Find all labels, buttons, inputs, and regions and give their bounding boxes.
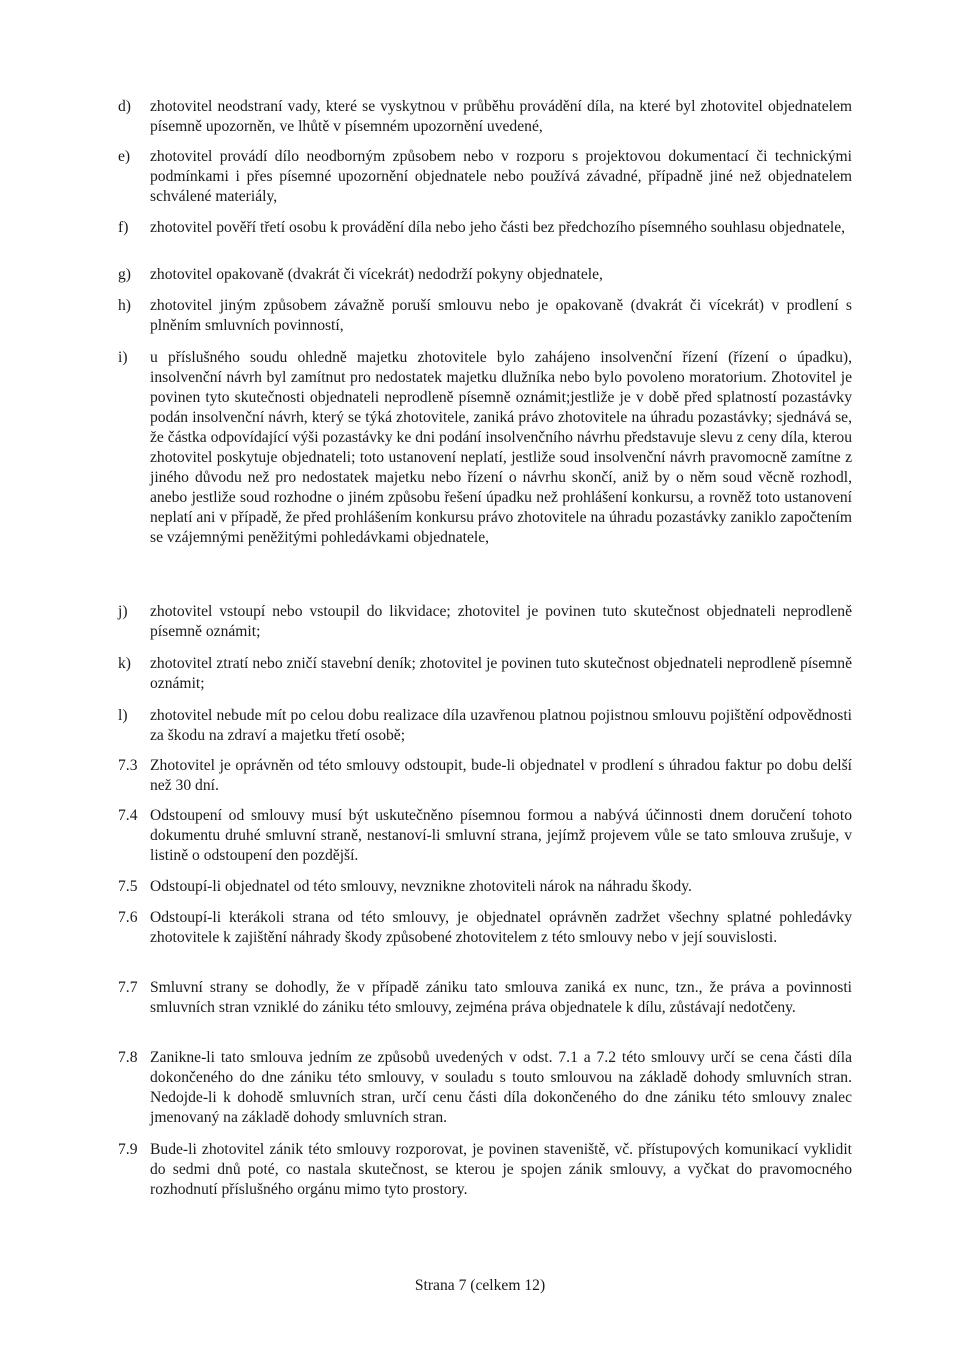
clause-label: e) (118, 148, 131, 165)
clause-label: 7.3 (118, 757, 138, 774)
clause-text: zhotovitel opakovaně (dvakrát či vícekrát) nedodrží pokyny objednatele, (150, 266, 603, 283)
clause-item (118, 348, 852, 548)
clause-label: k) (118, 655, 131, 672)
clause-text: zhotovitel vstoupí nebo vstoupil do likvidace; zhotovitel je povinen tuto skutečnost objednateli neprodleně písemně oznámit; (150, 603, 852, 640)
clause-label: g) (118, 266, 131, 283)
clause-text: Bude-li zhotovitel zánik této smlouvy rozporovat, je povinen staveniště, vč. přístupových komunikací vyklidit do sedmi dnů poté, co nastala skutečnost, se kterou je spojen zánik smlouvy, a vyčkat do pravomocného rozhodnutí příslušného orgánu mimo tyto prostory. (150, 1141, 852, 1198)
clause-label: 7.6 (118, 909, 138, 926)
clause-label: l) (118, 707, 128, 724)
clause-item (118, 978, 852, 1018)
clause-label: 7.7 (118, 979, 138, 996)
clause-item (118, 877, 852, 897)
clause-label: j) (118, 603, 128, 620)
clause-item (118, 706, 852, 746)
clause-text: zhotovitel neodstraní vady, které se vyskytnou v průběhu provádění díla, na které byl zhotovitel objednatelem písemně upozorněn, ve lhůtě v písemném upozornění uvedené, (150, 98, 852, 135)
clause-text: Odstoupí-li kterákoli strana od této smlouvy, je objednatel oprávněn zadržet všechny splatné pohledávky zhotovitele k zajištění náhrady škody způsobené zhotovitelem z této smlouvy nebo v její souvislosti. (150, 909, 852, 946)
clause-item (118, 218, 852, 238)
page-number-footer: Strana 7 (celkem 12) (414, 1277, 546, 1294)
clause-item (118, 908, 852, 948)
clause-text: Zhotovitel je oprávněn od této smlouvy odstoupit, bude-li objednatel v prodlení s úhradou faktur po dobu delší než 30 dní. (150, 757, 852, 794)
clause-item (118, 147, 852, 207)
clause-text: Odstoupí-li objednatel od této smlouvy, nevznikne zhotoviteli nárok na náhradu škody. (150, 878, 692, 895)
clause-label: 7.4 (118, 807, 138, 824)
clause-text: zhotovitel pověří třetí osobu k provádění díla nebo jeho části bez předchozího písemného souhlasu objednatele, (150, 219, 846, 236)
clause-item (118, 296, 852, 336)
clause-text: Odstoupení od smlouvy musí být uskutečněno písemnou formou a nabývá účinnosti dnem doručení tohoto dokumentu druhé smluvní straně, nestanoví-li smluvní strana, jejímž projevem vůle se tato smlouva zrušuje, v listině o odstoupení den pozdější. (150, 807, 852, 864)
clause-label: h) (118, 297, 131, 314)
clause-label: d) (118, 98, 131, 115)
clause-item (118, 1048, 852, 1128)
clause-text: u příslušného soudu ohledně majetku zhotovitele bylo zahájeno insolvenční řízení (řízení o úpadku), insolvenční návrh byl zamítnut pro nedostatek majetku dlužníka nebo bylo povoleno moratorium. Zhotovitel je povinen tyto skutečnosti objednateli neprodleně písemně oznámit;jestliže je v době před splatností pozastávky podán insolvenční návrh, který se týká zhotovitele, zaniká právo zhotovitele na úhradu pozastávky; sjednává se, že částka odpovídající výši pozastávky ke dni podání insolvenčního návrhu představuje slevu z ceny díla, kterou zhotovitel poskytuje objednateli; toto ustanovení neplatí, jestliže soud insolvenční návrh pravomocně zamítne z jiného důvodu než pro nedostatek majetku nebo řízení o návrhu skončí, aniž by o něm soud věcně rozhodl, anebo jestliže soud rozhodne o jiném způsobu řešení úpadku než prohlášení konkursu, a rovněž toto ustanovení neplatí ani v případě, že před prohlášením konkursu právo zhotovitele na úhradu pozastávky zaniklo započtením se vzájemnými peněžitými pohledávkami objednatele, (150, 349, 852, 546)
clause-label: f) (118, 219, 129, 236)
clause-item (118, 1140, 852, 1200)
clause-item (118, 97, 852, 137)
clause-item (118, 602, 852, 642)
clause-label: i) (118, 349, 128, 366)
clause-label: 7.8 (118, 1049, 138, 1066)
clause-text: zhotovitel nebude mít po celou dobu realizace díla uzavřenou platnou pojistnou smlouvu pojištění odpovědnosti za škodu na zdraví a majetku třetí osobě; (150, 707, 852, 744)
clause-text: zhotovitel ztratí nebo zničí stavební deník; zhotovitel je povinen tuto skutečnost objednateli neprodleně písemně oznámit; (150, 655, 852, 692)
clause-label: 7.9 (118, 1141, 138, 1158)
clause-text: Zanikne-li tato smlouva jedním ze způsobů uvedených v odst. 7.1 a 7.2 této smlouvy určí se cena části díla dokončeného do dne zániku této smlouvy, v souladu s touto smlouvou na základě dohody smluvních stran. Nedojde-li k dohodě smluvních stran, určí cenu části díla dokončeného do dne zániku této smlouvy znalec jmenovaný na základě dohody smluvních stran. (150, 1049, 852, 1126)
clause-item (118, 806, 852, 866)
clause-text: zhotovitel provádí dílo neodborným způsobem nebo v rozporu s projektovou dokumentací či technickými podmínkami i přes písemné upozornění objednatele nebo používá závadné, případně jiné než objednatelem schválené materiály, (150, 148, 852, 205)
clause-item (118, 265, 852, 285)
clause-text: zhotovitel jiným způsobem závažně poruší smlouvu nebo je opakovaně (dvakrát či vícekrát) v prodlení s plněním smluvních povinností, (150, 297, 852, 334)
clause-item (118, 654, 852, 694)
clause-text: Smluvní strany se dohodly, že v případě zániku tato smlouva zaniká ex nunc, tzn., že práva a povinnosti smluvních stran vzniklé do zániku této smlouvy, zejména práva objednatele k dílu, zůstávají nedotčeny. (150, 979, 852, 1016)
clause-label: 7.5 (118, 878, 138, 895)
clause-item (118, 756, 852, 796)
